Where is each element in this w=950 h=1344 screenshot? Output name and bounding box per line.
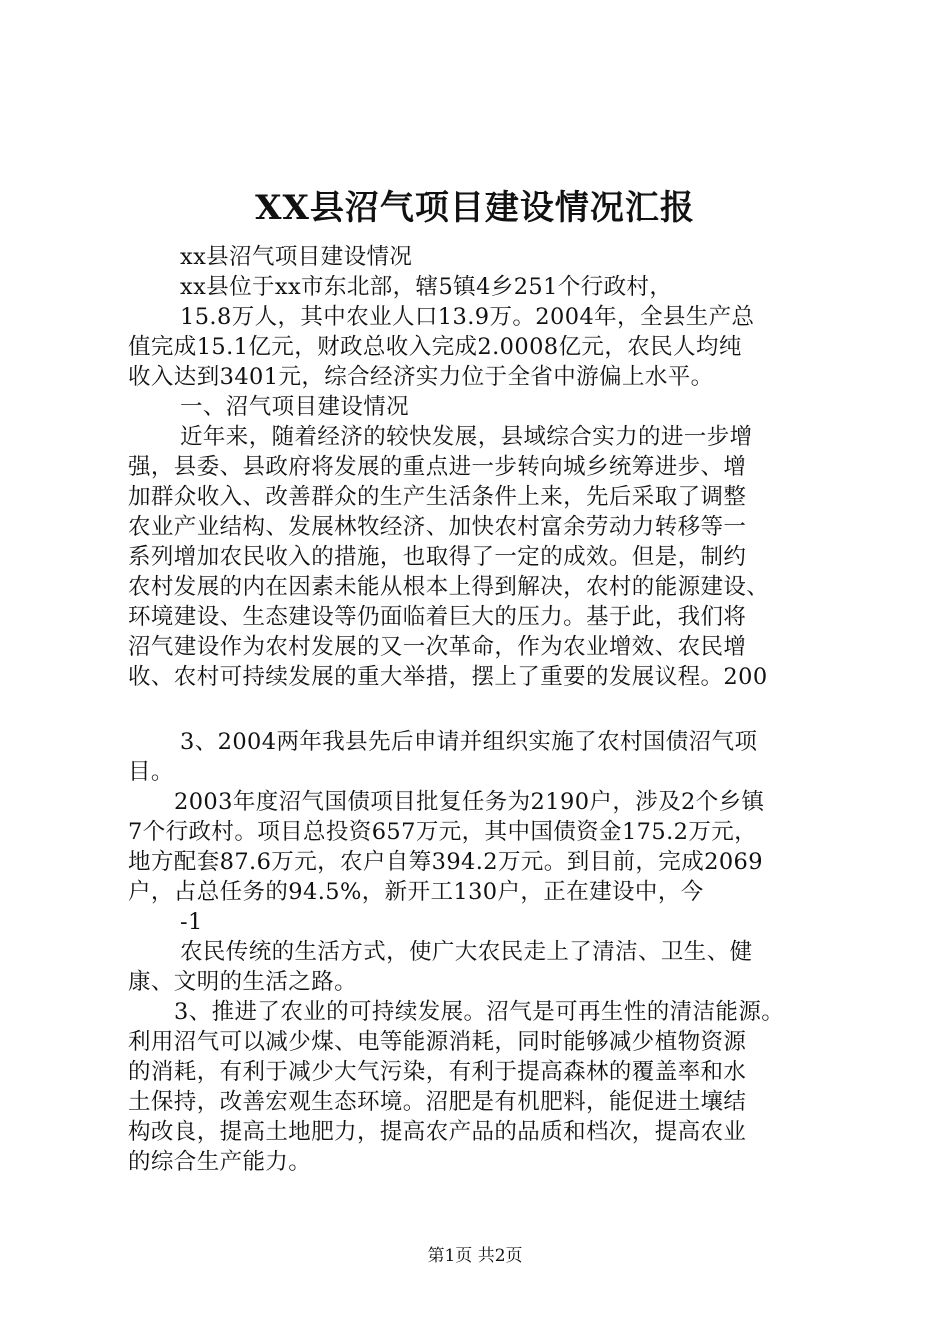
- paragraph-line: 15.8万人，其中农业人口13.9万。2004年，全县生产总: [180, 304, 755, 330]
- paragraph-line: 系列增加农民收入的措施，也取得了一定的成效。但是，制约: [128, 544, 747, 570]
- paragraph-line: 农业产业结构、发展林牧经济、加快农村富余劳动力转移等一: [128, 514, 747, 540]
- paragraph-line: 户，占总任务的94.5%，新开工130户，正在建设中，今: [128, 879, 704, 905]
- paragraph-line: 农村发展的内在因素未能从根本上得到解决，农村的能源建设、: [128, 574, 770, 600]
- paragraph-line: 值完成15.1亿元，财政总收入完成2.0008亿元，农民人均纯: [128, 334, 742, 360]
- paragraph-line: 康、文明的生活之路。: [128, 969, 358, 995]
- page-footer: 第1页 共2页: [427, 1246, 523, 1266]
- paragraph-line: 收入达到3401元，综合经济实力位于全省中游偏上水平。: [128, 364, 714, 390]
- paragraph-line: 沼气建设作为农村发展的又一次革命，作为农业增效、农民增: [128, 634, 747, 660]
- paragraph-line: 2003年度沼气国债项目批复任务为2190户，涉及2个乡镇: [174, 789, 765, 815]
- paragraph-line: 7个行政村。项目总投资657万元，其中国债资金175.2万元，: [128, 819, 758, 845]
- section-projects: [128, 727, 838, 1177]
- paragraph-line: 近年来，随着经济的较快发展，县域综合实力的进一步增: [180, 424, 753, 450]
- page-marker: -1: [180, 909, 203, 935]
- paragraph-line: 土保持，改善宏观生态环境。沼肥是有机肥料，能促进土壤结: [128, 1089, 747, 1115]
- paragraph-line: 目。: [128, 759, 174, 785]
- document-title: XX县沼气项目建设情况汇报: [255, 188, 695, 228]
- paragraph-line: 的消耗，有利于减少大气污染，有利于提高森林的覆盖率和水: [128, 1059, 747, 1085]
- paragraph-line: 利用沼气可以减少煤、电等能源消耗，同时能够减少植物资源: [128, 1029, 747, 1055]
- paragraph-line: 强，县委、县政府将发展的重点进一步转向城乡统筹进步、增: [128, 454, 747, 480]
- paragraph-line: 3、2004两年我县先后申请并组织实施了农村国债沼气项: [180, 729, 758, 755]
- paragraph-line: 3、推进了农业的可持续发展。沼气是可再生性的清洁能源。: [174, 999, 785, 1025]
- paragraph-line: 构改良，提高土地肥力，提高农产品的品质和档次，提高农业: [128, 1119, 747, 1145]
- paragraph-line: 地方配套87.6万元，农户自筹394.2万元。到目前，完成2069: [128, 849, 763, 875]
- paragraph-line: xx县位于xx市东北部，辖5镇4乡251个行政村，: [180, 274, 673, 300]
- paragraph-line: 农民传统的生活方式，使广大农民走上了清洁、卫生、健: [180, 939, 753, 965]
- paragraph-line: 收、农村可持续发展的重大举措，摆上了重要的发展议程。200: [128, 664, 768, 690]
- section-intro: [128, 242, 838, 692]
- section-heading: 一、沼气项目建设情况: [180, 394, 410, 420]
- paragraph-line: 环境建设、生态建设等仍面临着巨大的压力。基于此，我们将: [128, 604, 747, 630]
- paragraph-line: xx县沼气项目建设情况: [180, 244, 413, 270]
- paragraph-line: 加群众收入、改善群众的生产生活条件上来，先后采取了调整: [128, 484, 747, 510]
- paragraph-line: 的综合生产能力。: [128, 1149, 312, 1175]
